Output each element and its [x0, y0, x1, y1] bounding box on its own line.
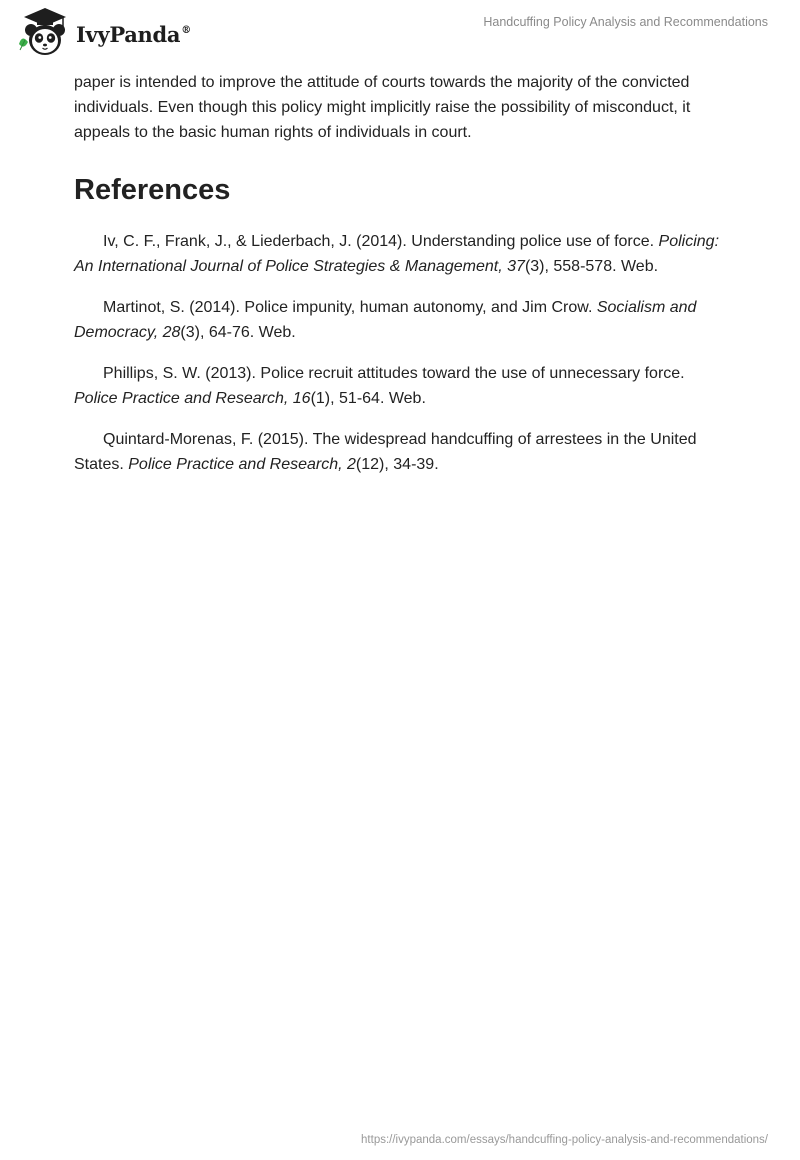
logo-wordmark: IvyPanda® — [76, 21, 191, 47]
reference-entry: Martinot, S. (2014). Police impunity, human autonomy, and Jim Crow. Socialism and Democracy, 28(3), 64-76. Web. — [74, 299, 697, 341]
essay-content — [74, 70, 724, 493]
intro-paragraph: paper is intended to improve the attitude of courts towards the majority of the convicted individuals. Even though this policy might implicitly raise the possibility of misconduct, it appeals to the basic human rights of individuals in court. — [74, 74, 691, 141]
panda-graduate-icon — [16, 6, 74, 58]
reference-entry: Quintard-Morenas, F. (2015). The widespread handcuffing of arrestees in the United States. Police Practice and Research, 2(12), 34-39. — [74, 431, 697, 473]
ivypanda-logo[interactable] — [16, 6, 191, 58]
source-url-link[interactable]: https://ivypanda.com/essays/handcuffing-policy-analysis-and-recommendations/ — [361, 1134, 768, 1146]
references-heading: References — [74, 174, 231, 206]
document-title: Handcuffing Policy Analysis and Recommendations — [483, 15, 768, 29]
reference-entry: Iv, C. F., Frank, J., & Liederbach, J. (2014). Understanding police use of force. Policing: An International Journal of Police Strategies & Management, 37(3), 558-578. Web. — [74, 233, 720, 275]
page-header — [0, 0, 800, 66]
reference-entry: Phillips, S. W. (2013). Police recruit attitudes toward the use of unnecessary force. Police Practice and Research, 16(1), 51-64. Web. — [74, 365, 685, 407]
